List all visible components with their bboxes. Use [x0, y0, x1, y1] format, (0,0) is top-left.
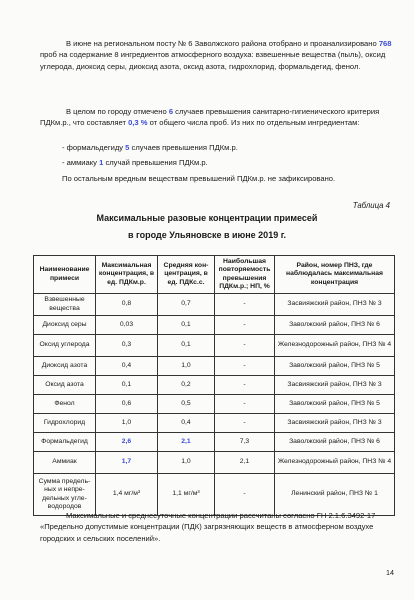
- paragraph-exceedances: [40, 106, 394, 129]
- cell-district: Ленинский район, ПНЗ № 1: [275, 474, 395, 516]
- cell-np: -: [215, 474, 275, 516]
- bullet-text: - формальдегиду: [62, 143, 126, 152]
- p2-after: от общего числа проб. Из них по отдельным ингредиентам:: [147, 118, 360, 128]
- cell-avg: 0,5: [158, 395, 215, 414]
- cell-substance: Оксид углерода: [34, 335, 96, 357]
- table-row: [34, 433, 395, 452]
- cell-substance: Фенол: [34, 395, 96, 414]
- cell-max: 0,8: [96, 294, 158, 316]
- cell-max: 0,03: [96, 316, 158, 335]
- header-max-concentration: Максимальная концентрация, в ед. ПДКм.р.: [96, 256, 158, 294]
- cell-district: Заволжский район, ПНЗ № 5: [275, 395, 395, 414]
- cell-district: Заволжский район, ПНЗ № 6: [275, 433, 395, 452]
- cell-np: -: [215, 357, 275, 376]
- cell-avg: 0,4: [158, 414, 215, 433]
- cell-np: 2,1: [215, 452, 275, 474]
- cell-district: Железнодорожный район, ПНЗ № 4: [275, 335, 395, 357]
- table-row: [34, 316, 395, 335]
- cell-substance: Сумма предель-ных и непре-дельных угле-водородов: [34, 474, 96, 516]
- cell-district: Засвияжский район, ПНЗ № 3: [275, 376, 395, 395]
- page-number: 14: [386, 568, 394, 577]
- cell-max: 0,6: [96, 395, 158, 414]
- paragraph-samples: [40, 38, 394, 72]
- p2-mid: случаев превышения санитарно-гигиенического критерия ПДКм.р., что составляет: [40, 107, 380, 128]
- cell-np: -: [215, 335, 275, 357]
- cell-substance: Формальдегид: [34, 433, 96, 452]
- cell-max: 1,7: [96, 452, 158, 474]
- table-row: [34, 294, 395, 316]
- cell-district: Заволжский район, ПНЗ № 5: [275, 357, 395, 376]
- table-row: [34, 395, 395, 414]
- cell-avg: 1,1 мг/м³: [158, 474, 215, 516]
- exceedance-percent: 0,3 %: [128, 118, 148, 128]
- p2-before: В целом по городу отмечено: [66, 107, 169, 116]
- bullet-formaldehyde: [62, 143, 238, 152]
- concentrations-table: [33, 255, 395, 516]
- bullet-ammonia: [62, 158, 208, 167]
- cell-substance: Диоксид азота: [34, 357, 96, 376]
- p1-before: В июне на региональном посту № 6 Заволжского района отобрано и проанализировано: [66, 39, 379, 48]
- bullet-text: случай превышения ПДКм.р.: [103, 158, 208, 167]
- footer-note: Максимальные и среднесуточные концентрации рассчитаны согласно ГН 2.1.6.3492-17 «Предельно допустимые концентрации (ПДК) загрязняющих веществ в атмосферном воздухе городских и сельских поселений».: [40, 511, 376, 543]
- header-avg-concentration: Средняя кон-центрация, в ед. ПДКс.с.: [158, 256, 215, 294]
- table-title-line1: Максимальные разовые концентрации примесей: [96, 213, 318, 223]
- cell-avg: 0,2: [158, 376, 215, 395]
- cell-max: 1,4 мг/м³: [96, 474, 158, 516]
- cell-avg: 1,0: [158, 357, 215, 376]
- cell-np: -: [215, 376, 275, 395]
- table-row: [34, 452, 395, 474]
- cell-substance: Взвешенные вещества: [34, 294, 96, 316]
- cell-np: -: [215, 414, 275, 433]
- cell-substance: Оксид азота: [34, 376, 96, 395]
- bullet-number: 1: [99, 158, 104, 167]
- cell-max: 1,0: [96, 414, 158, 433]
- header-substance: Наименование примеси: [34, 256, 96, 294]
- cell-avg: 0,7: [158, 294, 215, 316]
- cell-np: -: [215, 316, 275, 335]
- cell-avg: 0,1: [158, 316, 215, 335]
- cell-district: Засвияжский район, ПНЗ № 3: [275, 414, 395, 433]
- cell-np: -: [215, 395, 275, 414]
- exceedance-cases: 6: [168, 107, 174, 116]
- cell-avg: 1,0: [158, 452, 215, 474]
- cell-substance: Аммиак: [34, 452, 96, 474]
- paragraph-other-substances: По остальным вредным веществам превышений ПДКм.р. не зафиксировано.: [62, 174, 336, 183]
- p1-after: проб на содержание 8 ингредиентов атмосферного воздуха: взвешенные вещества (пыль), оксид углерода, диоксид серы, диоксид азота, оксид азота, гидрохлорид, формальдегид, фенол.: [40, 50, 386, 71]
- bullet-number: 5: [125, 143, 130, 152]
- header-district: Район, номер ПНЗ, где наблюдалась максимальная концентрация: [275, 256, 395, 294]
- cell-max: 2,6: [96, 433, 158, 452]
- header-repeatability: Наибольшая повторяемость превышения ПДКм.р.; НП, %: [215, 256, 275, 294]
- table-row: [34, 357, 395, 376]
- bullet-text: случаев превышения ПДКм.р.: [129, 143, 238, 152]
- cell-substance: Диоксид серы: [34, 316, 96, 335]
- cell-np: 7,3: [215, 433, 275, 452]
- cell-substance: Гидрохлорид: [34, 414, 96, 433]
- sample-count: 768: [378, 39, 392, 48]
- table-header-row: [34, 256, 395, 294]
- cell-max: 0,1: [96, 376, 158, 395]
- cell-district: Засвияжский район, ПНЗ № 3: [275, 294, 395, 316]
- cell-avg: 2,1: [158, 433, 215, 452]
- bullet-text: - аммиаку: [62, 158, 100, 167]
- cell-np: -: [215, 294, 275, 316]
- table-row: [34, 414, 395, 433]
- cell-district: Железнодорожный район, ПНЗ № 4: [275, 452, 395, 474]
- table-title-line2: в городе Ульяновске в июне 2019 г.: [127, 230, 287, 240]
- cell-max: 0,3: [96, 335, 158, 357]
- cell-district: Заволжский район, ПНЗ № 6: [275, 316, 395, 335]
- table-row: [34, 335, 395, 357]
- table-row: [34, 376, 395, 395]
- cell-max: 0,4: [96, 357, 158, 376]
- cell-avg: 0,1: [158, 335, 215, 357]
- table-label: Таблица 4: [352, 201, 390, 210]
